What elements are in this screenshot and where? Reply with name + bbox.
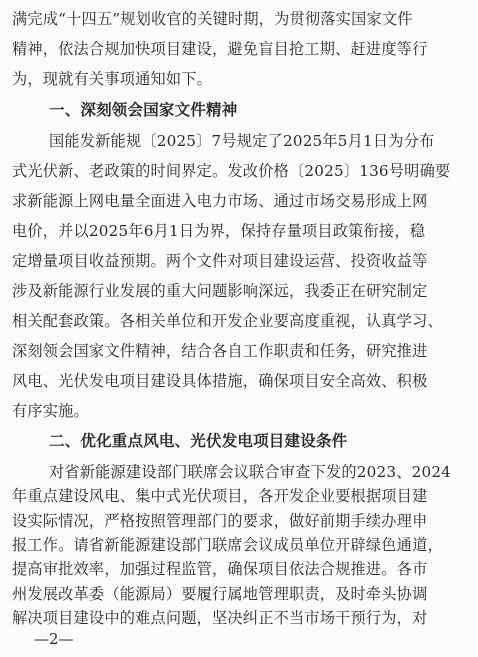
text-line: 定增量项目收益预期。两个文件对项目建设运营、投资收益等 xyxy=(12,252,428,270)
text-line: 报工作。请省新能源建设部门联席会议成员单位开辟绿色通道， xyxy=(12,535,443,554)
text-line: 深刻领会国家文件精神，结合各自工作职责和任务，研究推进 xyxy=(12,342,428,360)
text-line: 求新能源上网电量全面进入电力市场、通过市场交易形成上网 xyxy=(12,192,428,210)
text-line: 相关配套政策。各相关单位和开发企业要高度重视，认真学习、 xyxy=(12,312,443,330)
text-line: 精神，依法合规加快项目建设，避免盲目抢工期、赶进度等行 xyxy=(12,40,428,58)
text-line: 式光伏新、老政策的时间界定。发改价格〔2025〕136号明确要 xyxy=(12,162,451,180)
text-line: 国能发新能规〔2025〕7号规定了2025年5月1日为分布 xyxy=(49,132,435,150)
page-number: —2— xyxy=(34,630,74,648)
text-line: 涉及新能源行业发展的重大问题影响深远，我委正在研究制定 xyxy=(12,282,428,300)
text-line: 州发展改革委（能源局）要履行属地管理职责，及时牵头协调 xyxy=(12,584,428,603)
text-line: 为，现就有关事项通知如下。 xyxy=(12,70,213,88)
text-line: 解决项目建设中的难点问题，坚决纠正不当市场干预行为，对 xyxy=(12,608,428,627)
text-line: 满完成“十四五”规划收官的关键时期，为贯彻落实国家文件 xyxy=(12,10,413,28)
section-heading: 二、优化重点风电、光伏发电项目建设条件 xyxy=(49,432,348,450)
text-line: 年重点建设风电、集中式光伏项目，各开发企业要根据项目建 xyxy=(12,487,428,506)
text-line: 风电、光伏发电项目建设具体措施，确保项目安全高效、积极 xyxy=(12,372,428,390)
text-line: 提高审批效率，加强过程监管，确保项目依法合规推进。各市 xyxy=(12,560,428,579)
section-heading: 一、深刻领会国家文件精神 xyxy=(49,101,238,119)
text-line: 对省新能源建设部门联席会议联合审查下发的2023、2024 xyxy=(49,463,452,481)
text-line: 设实际情况，严格按照管理部门的要求，做好前期手续办理申 xyxy=(12,511,428,530)
text-line: 有序实施。 xyxy=(12,402,89,420)
text-line: 电价，并以2025年6月1日为界，保持存量项目政策衔接，稳 xyxy=(12,222,426,240)
